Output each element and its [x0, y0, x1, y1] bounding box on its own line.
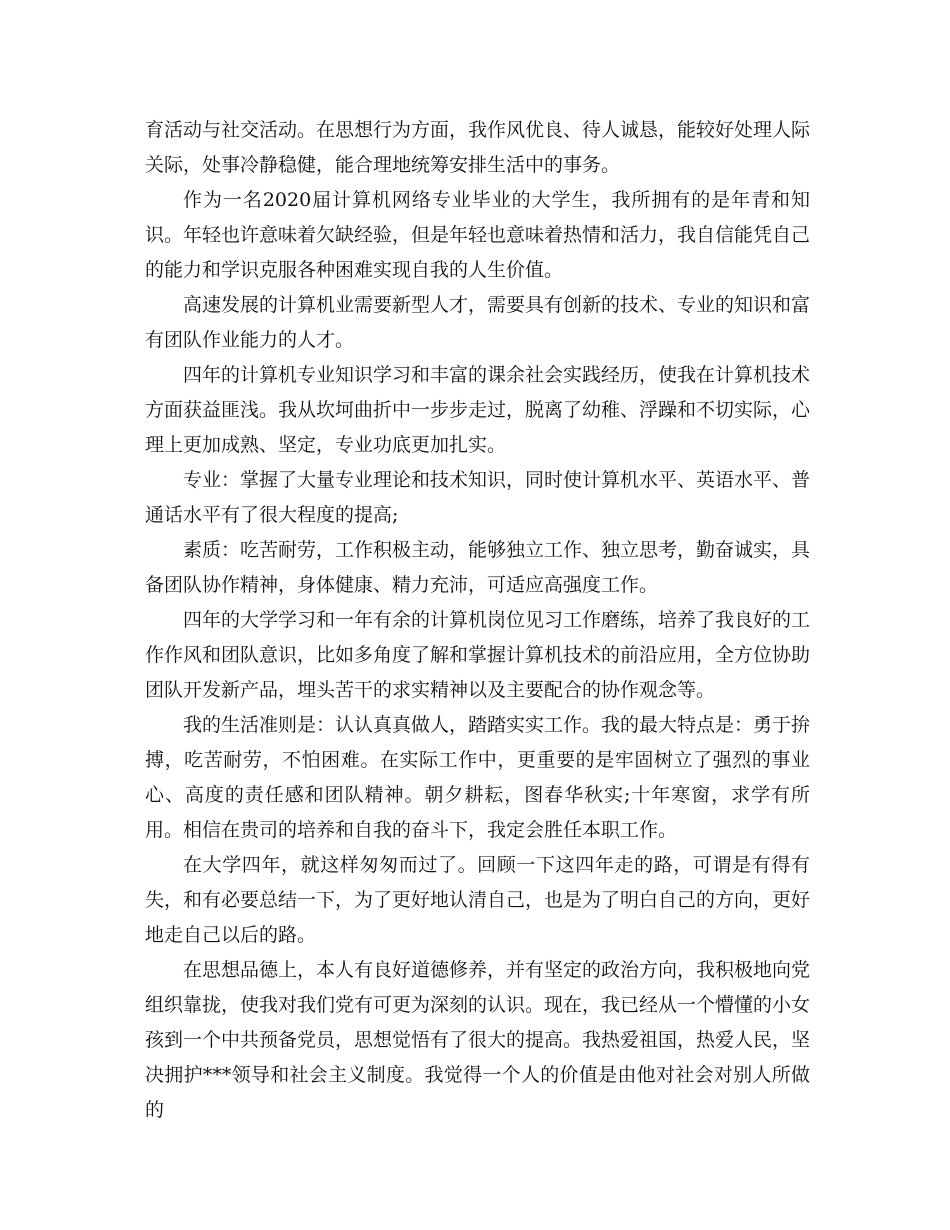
- paragraph: 我的生活准则是：认认真真做人，踏踏实实工作。我的最大特点是：勇于拚搏，吃苦耐劳，不怕困难。在实际工作中，更重要的是牢固树立了强烈的事业心、高度的责任感和团队精神。朝夕耕耘，图春华秋实;十年寒窗，求学有所用。相信在贵司的培养和自我的奋斗下，我定会胜任本职工作。: [145, 714, 811, 841]
- paragraph: 作为一名2020届计算机网络专业毕业的大学生，我所拥有的是年青和知识。年轻也许意味着欠缺经验，但是年轻也意味着热情和活力，我自信能凭自己的能力和学识克服各种困难实现自我的人生价值。: [145, 189, 811, 281]
- paragraph-continued: 育活动与社交活动。在思想行为方面，我作风优良、待人诚恳，能较好处理人际关际，处事冷静稳健，能合理地统筹安排生活中的事务。: [145, 119, 811, 176]
- document-body: [145, 113, 810, 1128]
- paragraph: 素质：吃苦耐劳，工作积极主动，能够独立工作、独立思考，勤奋诚实，具备团队协作精神，身体健康、精力充沛，可适应高强度工作。: [145, 539, 811, 596]
- paragraph: 四年的大学学习和一年有余的计算机岗位见习工作磨练，培养了我良好的工作作风和团队意识，比如多角度了解和掌握计算机技术的前沿应用，全方位协助团队开发新产品，埋头苦干的求实精神以及主要配合的协作观念等。: [145, 609, 811, 701]
- paragraph: 高速发展的计算机业需要新型人才，需要具有创新的技术、专业的知识和富有团队作业能力的人才。: [145, 294, 811, 351]
- paragraph: 在思想品德上，本人有良好道德修养，并有坚定的政治方向，我积极地向党组织靠拢，使我对我们党有可更为深刻的认识。现在，我已经从一个懵懂的小女孩到一个中共预备党员，思想觉悟有了很大的提高。我热爱祖国，热爱人民，坚决拥护***领导和社会主义制度。我觉得一个人的价值是由他对社会对别人所做的: [145, 959, 811, 1121]
- paragraph: 四年的计算机专业知识学习和丰富的课余社会实践经历，使我在计算机技术方面获益匪浅。我从坎坷曲折中一步步走过，脱离了幼稚、浮躁和不切实际，心理上更加成熟、坚定，专业功底更加扎实。: [145, 364, 811, 456]
- paragraph: 在大学四年，就这样匆匆而过了。回顾一下这四年走的路，可谓是有得有失，和有必要总结一下，为了更好地认清自己，也是为了明白自己的方向，更好地走自己以后的路。: [145, 854, 811, 946]
- paragraph: 专业：掌握了大量专业理论和技术知识，同时使计算机水平、英语水平、普通话水平有了很大程度的提高;: [145, 469, 811, 526]
